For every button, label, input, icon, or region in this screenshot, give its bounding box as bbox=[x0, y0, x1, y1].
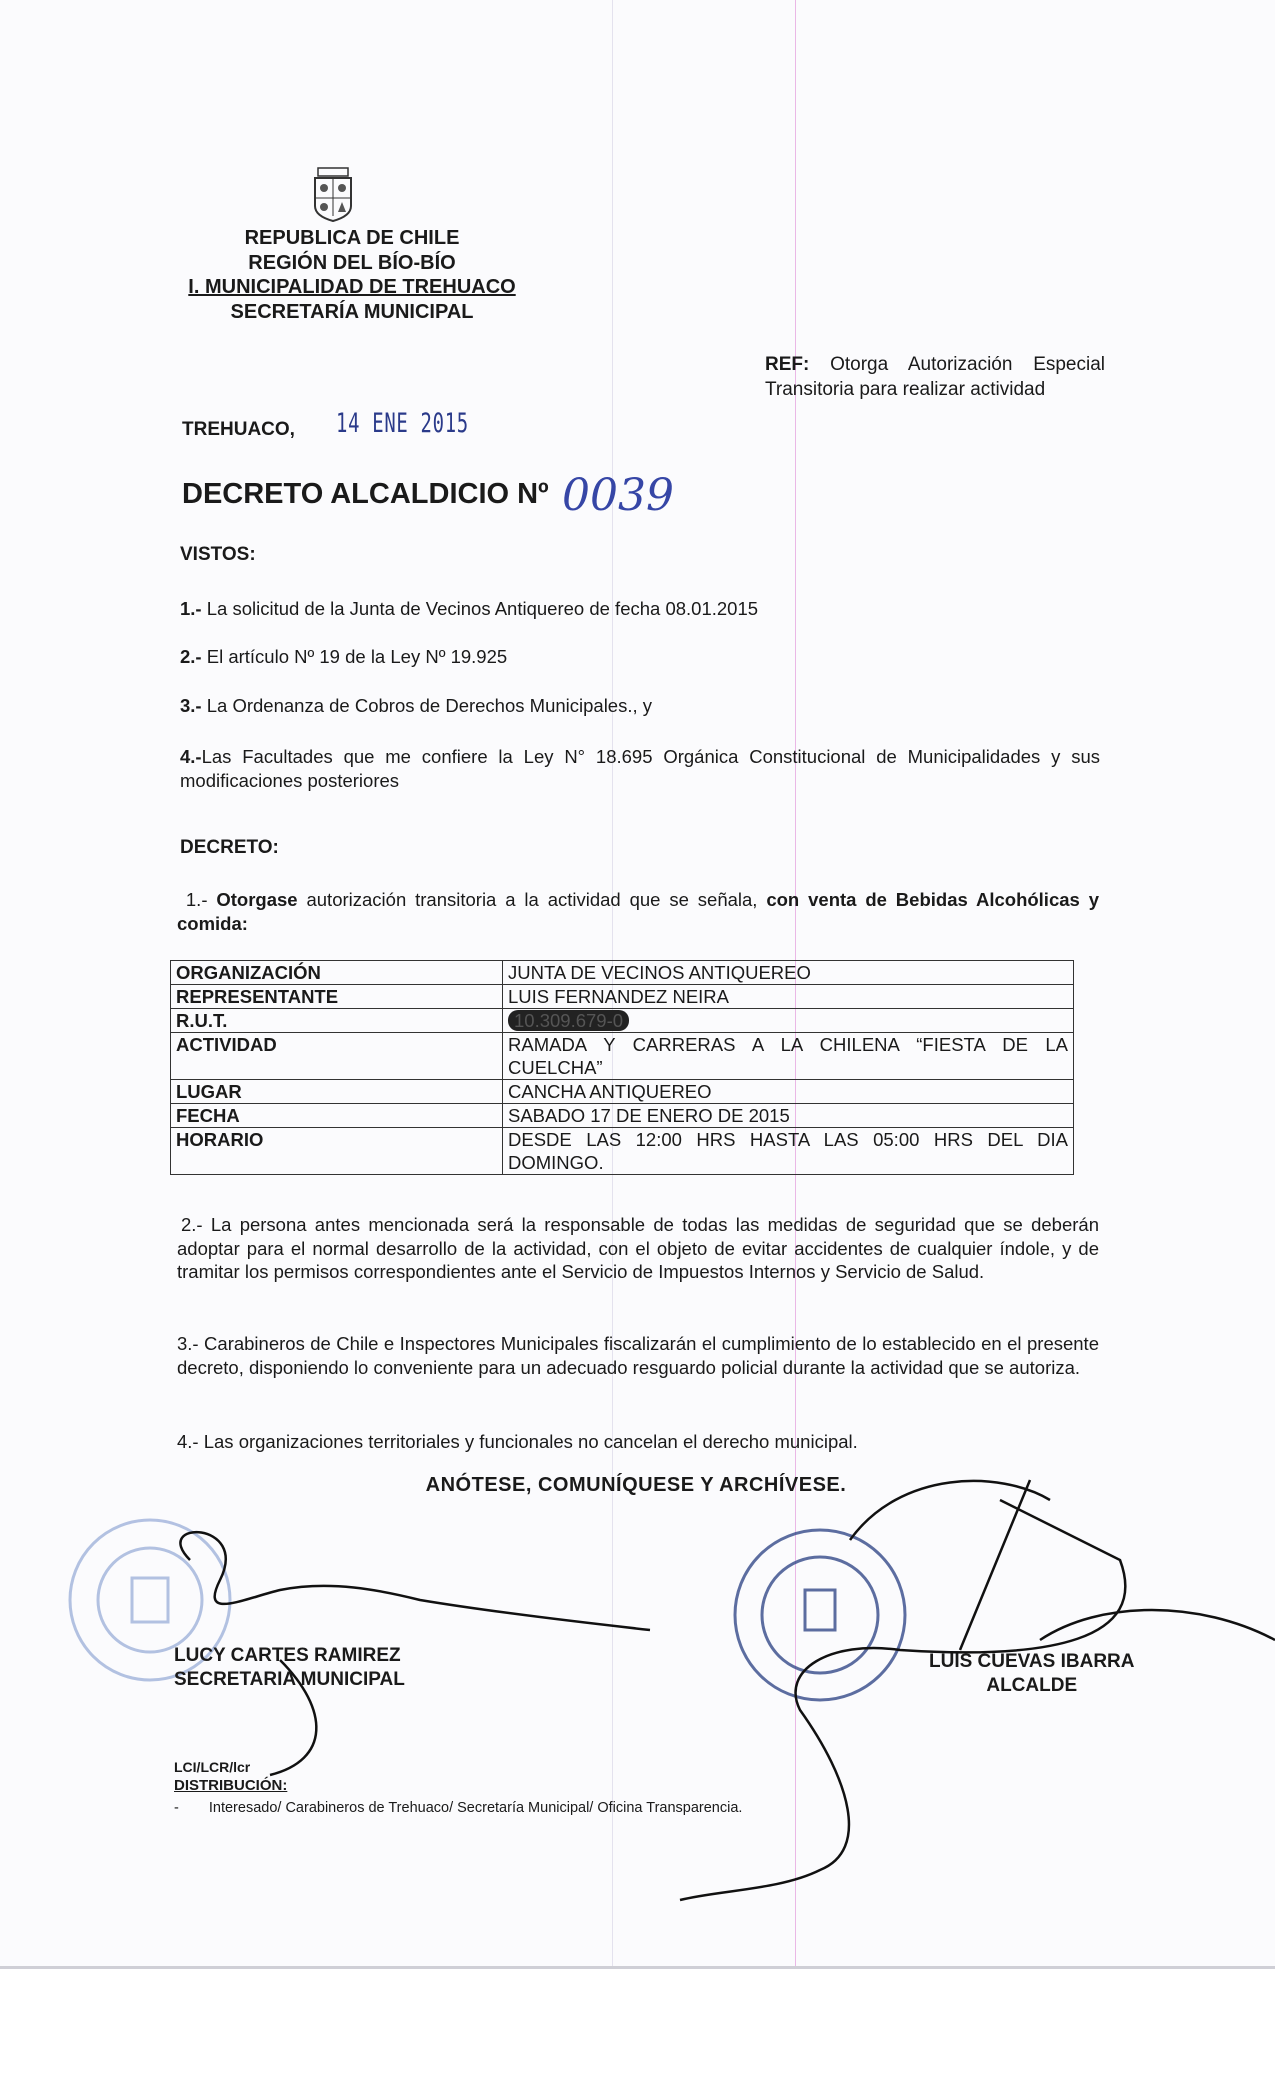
item-number: 3.- bbox=[180, 695, 202, 716]
table-row bbox=[171, 1033, 1074, 1080]
row-value: SABADO 17 DE ENERO DE 2015 bbox=[503, 1104, 1074, 1128]
letterhead-line: I. MUNICIPALIDAD DE TREHUACO bbox=[188, 276, 516, 298]
list-dash: - bbox=[174, 1800, 179, 1816]
mayor-signature-block bbox=[929, 1650, 1135, 1698]
decreto-heading: DECRETO: bbox=[180, 837, 279, 858]
table-row bbox=[171, 1009, 1074, 1033]
decree-number: 0039 bbox=[562, 470, 674, 521]
table-row bbox=[171, 961, 1074, 985]
row-label: ORGANIZACIÓN bbox=[171, 961, 503, 985]
row-value: LUIS FERNANDEZ NEIRA bbox=[503, 985, 1074, 1009]
table-row bbox=[171, 1128, 1074, 1175]
row-label: HORARIO bbox=[171, 1128, 503, 1175]
vistos-item bbox=[180, 645, 1100, 669]
item-number: 1.- bbox=[180, 598, 202, 619]
vistos-heading: VISTOS: bbox=[180, 544, 256, 565]
row-value: CANCHA ANTIQUEREO bbox=[503, 1080, 1074, 1104]
decreto-paragraph-2: 2.- La persona antes mencionada será la responsable de todas las medidas de seguridad que se deberán adoptar para el normal desarrollo de la actividad, con el objeto de evitar accidentes de cualquier índole, y de tramitar los permisos correspondientes ante el Servicio de Impuestos Internos y Servicio de Salud. bbox=[177, 1214, 1099, 1282]
row-label: R.U.T. bbox=[171, 1009, 503, 1033]
row-label: ACTIVIDAD bbox=[171, 1033, 503, 1080]
row-value: JUNTA DE VECINOS ANTIQUEREO bbox=[503, 961, 1074, 985]
p-bold: Otorgase bbox=[216, 889, 298, 910]
row-label: REPRESENTANTE bbox=[171, 985, 503, 1009]
item-number: 4.- bbox=[180, 746, 202, 767]
signer-name: LUIS CUEVAS IBARRA bbox=[929, 1651, 1135, 1672]
vistos-item bbox=[180, 745, 1100, 793]
ref-label: REF: bbox=[765, 354, 810, 375]
item-text: La Ordenanza de Cobros de Derechos Municipales., y bbox=[201, 695, 653, 716]
table-row bbox=[171, 985, 1074, 1009]
p-text: autorización transitoria a la actividad que se señala, bbox=[297, 889, 758, 910]
decreto-paragraph-4: 4.- Las organizaciones territoriales y funcionales no cancelan el derecho municipal. bbox=[177, 1431, 858, 1452]
signer-role: ALCALDE bbox=[986, 1675, 1078, 1696]
p-number: 1.- bbox=[185, 889, 208, 910]
item-text: Las Facultades que me confiere la Ley N° 18.695 Orgánica Constitucional de Municipalidades y sus modificaciones posteriores bbox=[180, 746, 1100, 791]
ref-text: Otorga Autorización Especial Transitoria para realizar actividad bbox=[765, 354, 1106, 400]
letterhead-line: REPUBLICA DE CHILE bbox=[244, 227, 460, 249]
document-title: DECRETO ALCALDICIO Nº bbox=[182, 478, 549, 510]
closing-formula: ANÓTESE, COMUNÍQUESE Y ARCHÍVESE. bbox=[425, 1474, 847, 1496]
signer-role: SECRETARIA MUNICIPAL bbox=[174, 1669, 405, 1690]
item-number: 2.- bbox=[180, 646, 202, 667]
row-label: LUGAR bbox=[171, 1080, 503, 1104]
row-value: RAMADA Y CARRERAS A LA CHILENA “FIESTA DE LA CUELCHA” bbox=[503, 1033, 1074, 1080]
decreto-paragraph-1 bbox=[177, 888, 1099, 935]
vistos-item bbox=[180, 694, 1100, 718]
item-text: El artículo Nº 19 de la Ley Nº 19.925 bbox=[201, 646, 508, 667]
distribution-line bbox=[174, 1800, 742, 1816]
p-bold: con venta de Bebidas Alcohólicas y comida: bbox=[177, 889, 1099, 934]
secretary-signature-block bbox=[174, 1644, 405, 1692]
row-value: DESDE LAS 12:00 HRS HASTA LAS 05:00 HRS DEL DIA DOMINGO. bbox=[503, 1128, 1074, 1175]
distribution-list: Interesado/ Carabineros de Trehuaco/ Secretaría Municipal/ Oficina Transparencia. bbox=[208, 1800, 743, 1816]
coat-of-arms-icon bbox=[310, 166, 356, 222]
date-stamp: 14 ENE 2015 bbox=[336, 408, 469, 439]
letterhead bbox=[152, 226, 552, 324]
place: TREHUACO, bbox=[182, 419, 295, 440]
mayor-stamp-icon bbox=[735, 1530, 905, 1700]
redacted-rut: 10.309.679-0 bbox=[508, 1010, 629, 1031]
vistos-item bbox=[180, 597, 1100, 621]
decreto-paragraph-3: 3.- Carabineros de Chile e Inspectores Municipales fiscalizarán el cumplimiento de lo establecido en el presente decreto, disponiendo lo conveniente para un adecuado resguardo policial durante la actividad que se autoriza. bbox=[177, 1333, 1099, 1378]
letterhead-line: SECRETARÍA MUNICIPAL bbox=[230, 300, 474, 323]
signer-name: LUCY CARTES RAMIREZ bbox=[174, 1645, 401, 1666]
table-row bbox=[171, 1080, 1074, 1104]
reference bbox=[765, 352, 1105, 402]
letterhead-line: REGIÓN DEL BÍO-BÍO bbox=[248, 251, 456, 274]
distribution-heading: DISTRIBUCIÓN: bbox=[174, 1777, 288, 1794]
activity-table bbox=[170, 960, 1074, 1175]
initials: LCI/LCR/lcr bbox=[174, 1759, 251, 1775]
table-row bbox=[171, 1104, 1074, 1128]
item-text: La solicitud de la Junta de Vecinos Antiquereo de fecha 08.01.2015 bbox=[201, 598, 759, 619]
row-label: FECHA bbox=[171, 1104, 503, 1128]
